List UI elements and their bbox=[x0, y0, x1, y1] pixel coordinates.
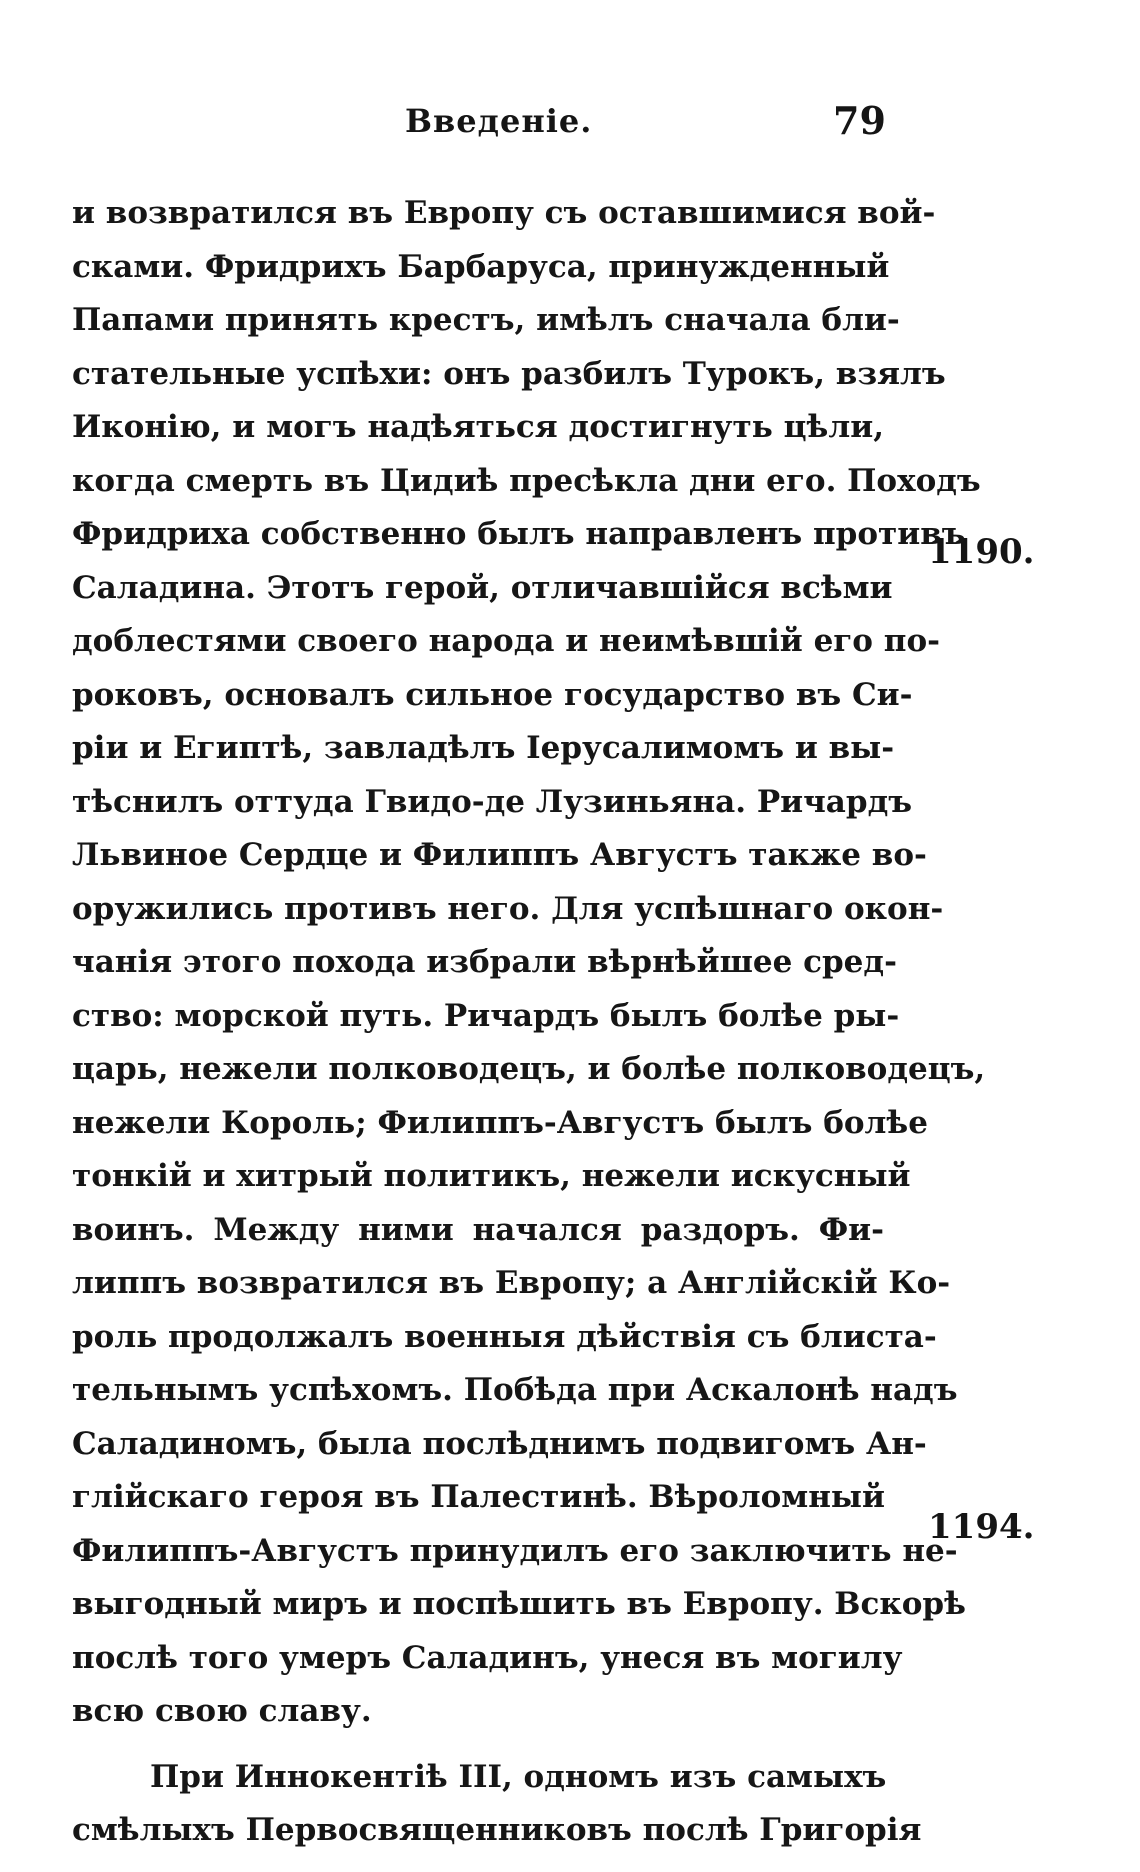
text-line: ство: морской путь. Ричардъ былъ болѣе ры- bbox=[72, 997, 900, 1034]
text-line: доблестями своего народа и неимѣвшій его по- bbox=[72, 623, 940, 659]
text-line: При Иннокентіѣ III, одномъ изъ самыхъ bbox=[150, 1758, 887, 1795]
text-line: послѣ того умеръ Саладинъ, унеся въ могилу bbox=[72, 1639, 903, 1676]
text-line: тонкій и хитрый политикъ, нежели искусный bbox=[72, 1158, 911, 1194]
text-line: чанія этого похода избрали вѣрнѣйшее сред- bbox=[72, 944, 897, 980]
text-line: сками. Фридрихъ Барбаруса, принужденный bbox=[72, 248, 890, 285]
text-line: роковъ, основалъ сильное государство въ Си- bbox=[72, 676, 913, 713]
text-line: Саладиномъ, была послѣднимъ подвигомъ Ан- bbox=[72, 1425, 927, 1462]
text-line: тѣснилъ оттуда Гвидо-де Лузиньяна. Ричардъ bbox=[72, 783, 913, 820]
text-line: когда смерть въ Цидиѣ пресѣкла дни его. Походъ bbox=[72, 462, 981, 499]
paragraph bbox=[72, 1751, 922, 1858]
text-line: липпъ возвратился въ Европу; а Англійскій Ко- bbox=[72, 1265, 951, 1301]
text-line: Львиное Сердце и Филиппъ Августъ также во- bbox=[72, 837, 927, 873]
text-line: Фридриха собственно былъ направленъ противъ bbox=[72, 516, 966, 552]
text-line: глійскаго героя въ Палестинѣ. Вѣроломный bbox=[72, 1479, 885, 1515]
text-line: воинъ. Между ними начался раздоръ. Фи- bbox=[72, 1211, 884, 1248]
text-line: царь, нежели полководецъ, и болѣе полководецъ, bbox=[72, 1051, 986, 1087]
margin-year-note: 1194. bbox=[928, 1507, 1035, 1547]
text-line: нежели Король; Филиппъ-Августъ былъ болѣе bbox=[72, 1104, 928, 1141]
text-line: и возвратился въ Европу съ оставшимися вой- bbox=[72, 195, 936, 231]
text-line: смѣлыхъ Первосвященниковъ послѣ Григорія bbox=[72, 1812, 922, 1848]
page-number: 79 bbox=[833, 98, 886, 143]
text-line: Папами принять крестъ, имѣлъ сначала бли- bbox=[72, 302, 900, 338]
text-line: выгодный миръ и поспѣшить въ Европу. Вскорѣ bbox=[72, 1586, 966, 1622]
text-line: тельнымъ успѣхомъ. Побѣда при Аскалонѣ надъ bbox=[72, 1372, 958, 1408]
text-line: роль продолжалъ военныя дѣйствія съ блиста- bbox=[72, 1318, 937, 1355]
paragraph-gap bbox=[72, 1739, 884, 1751]
text-line: всю свою славу. bbox=[72, 1693, 372, 1729]
margin-year-note: 1190. bbox=[928, 532, 1035, 572]
text-line: Филиппъ-Августъ принудилъ его заключить не- bbox=[72, 1532, 958, 1569]
text-line: Саладина. Этотъ герой, отличавшійся всѣми bbox=[72, 569, 893, 606]
text-line: стательные успѣхи: онъ разбилъ Турокъ, взялъ bbox=[72, 355, 946, 392]
running-title: Введеніе. bbox=[405, 102, 593, 140]
text-line: Иконію, и могъ надѣяться достигнуть цѣли, bbox=[72, 409, 884, 445]
text-line: ріи и Египтѣ, завладѣлъ Іерусалимомъ и вы- bbox=[72, 730, 895, 766]
text-line: оружились противъ него. Для успѣшнаго окон- bbox=[72, 890, 944, 927]
